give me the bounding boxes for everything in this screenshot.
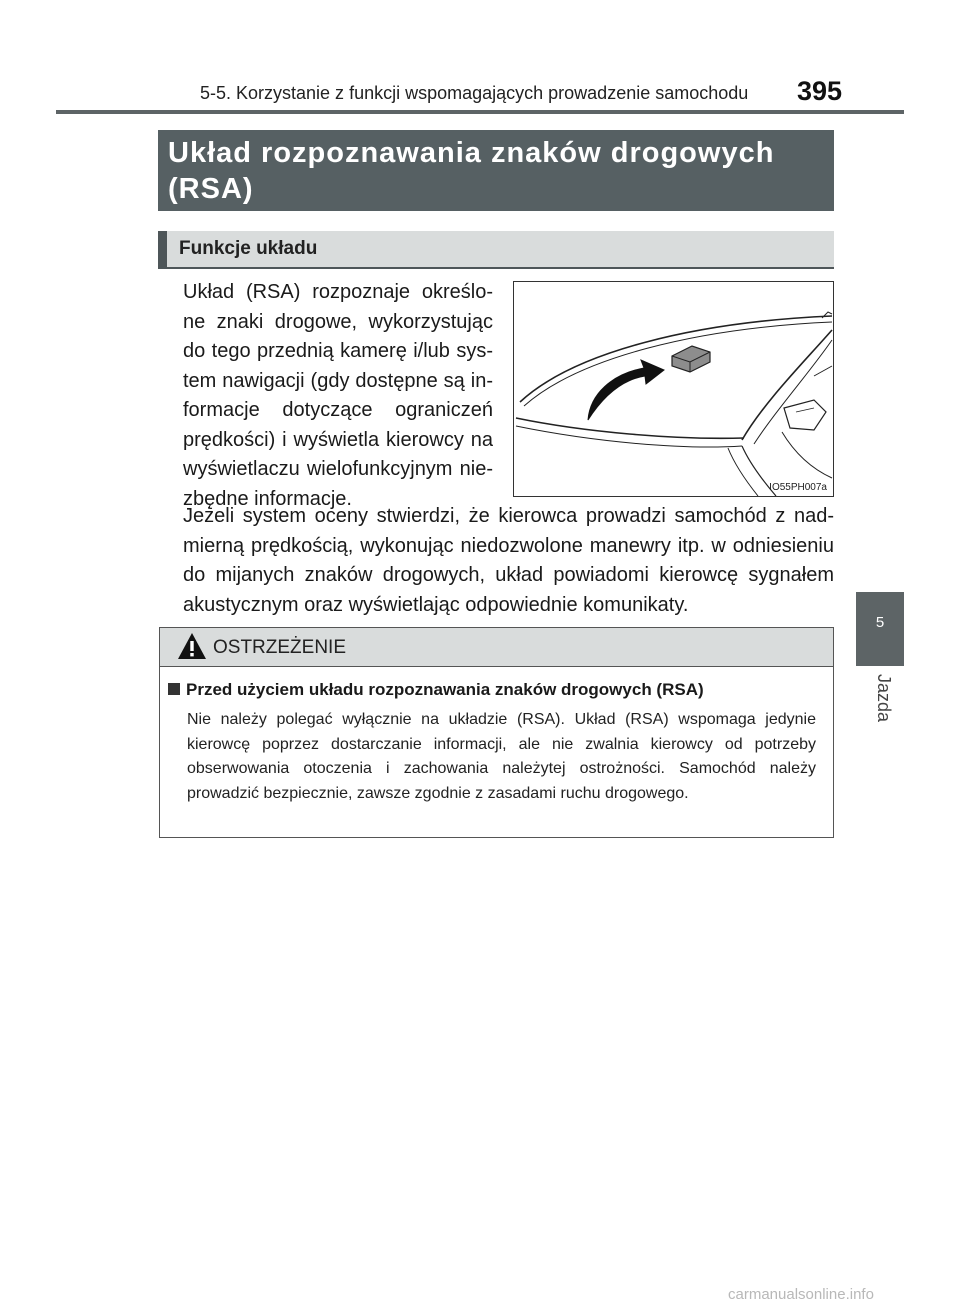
warning-icon	[177, 632, 207, 665]
warning-title: OSTRZEŻENIE	[213, 637, 347, 658]
chapter-label: Jazda	[874, 674, 894, 723]
section-title: Funkcje układu	[179, 238, 318, 259]
warning-heading-text: Przed użyciem układu rozpoznawania znaków drogowych (RSA)	[186, 680, 704, 699]
figure-code: IO55PH007a	[769, 482, 827, 493]
intro-paragraph: Układ (RSA) rozpoznaje określo-ne znaki drogowe, wykorzystując do tego przednią kamerę i/lub sys-tem nawigacji (gdy dostępne są in-formacje dotyczące ograniczeń prędkości) i wyświetla kierowcy na wyświetlaczu wielofunkcyjnym nie-zbędne informacje.	[183, 281, 493, 510]
warning-text: Nie należy polegać wyłącznie na układzie (RSA). Układ (RSA) wspomaga jedynie kierowcę poprzez dostarczanie informacji, ale nie zwalnia kierowcy od potrzeby obserwowania otoczenia i zachowania należytej ostrożności. Samochód należy prowadzić bezpiecznie, zawsze zgodnie z zasadami ruchu drogowego.	[187, 711, 816, 802]
windshield-camera-figure	[513, 281, 834, 497]
page-title: Układ rozpoznawania znaków drogowych (RSA)	[158, 130, 834, 211]
chapter-tab	[856, 592, 904, 666]
page-number: 395	[797, 76, 843, 106]
body-paragraph: Jeżeli system oceny stwierdzi, że kierowca prowadzi samochód z nad-mierną prędkością, wykonując niedozwolone manewry itp. w odniesieniu do mijanych znaków drogowych, układ powiadomi kierowcę sygnałem akustycznym oraz wyświetlając odpowiednie komunikaty.	[183, 505, 834, 616]
running-head: 5-5. Korzystanie z funkcji wspomagających prowadzenie samochodu	[200, 83, 749, 103]
header-rule	[56, 110, 904, 114]
square-bullet-icon	[168, 683, 180, 695]
warning-header	[160, 628, 833, 667]
chapter-number: 5	[875, 614, 885, 631]
section-header	[158, 231, 834, 269]
windshield-illustration	[514, 282, 833, 496]
watermark: carmanualsonline.info	[728, 1286, 874, 1303]
warning-box	[159, 627, 834, 838]
warning-heading	[168, 680, 704, 700]
